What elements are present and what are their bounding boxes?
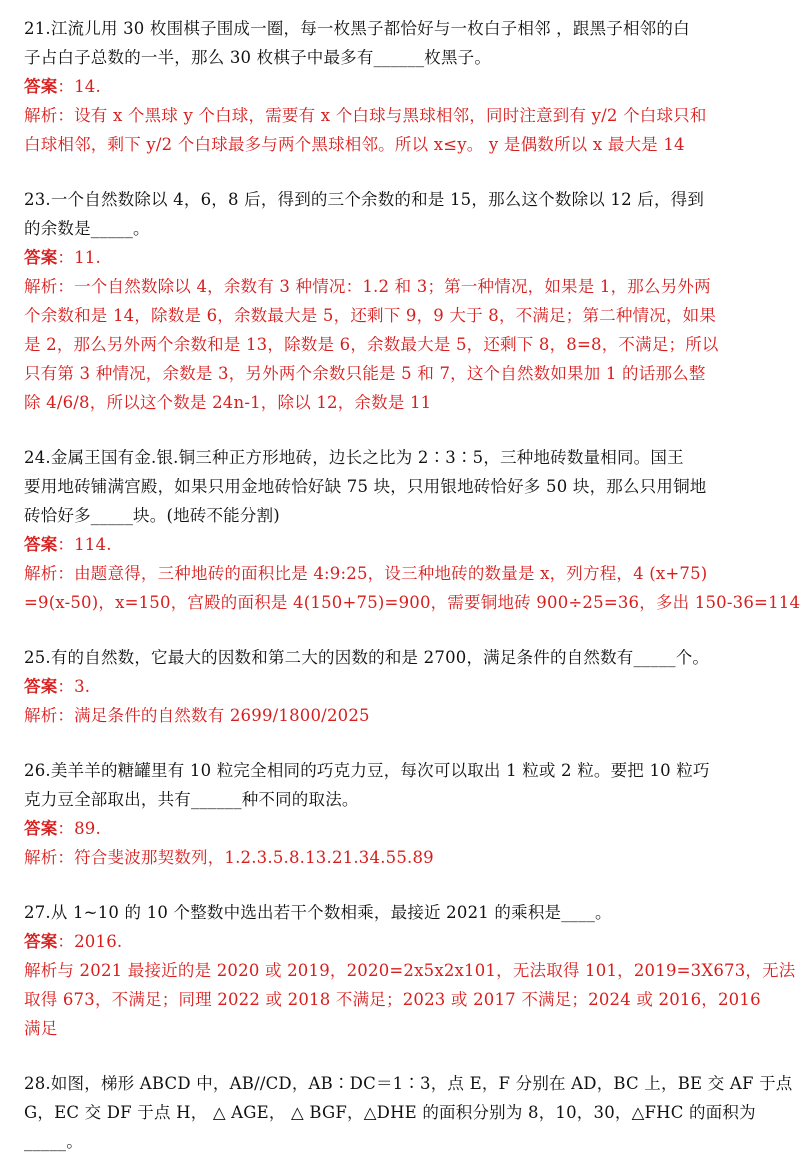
analysis-line: 解析与 2021 最接近的是 2020 或 2019，2020=2x5x2x101，无法取得 101，2019=3X673，无法 (24, 961, 796, 980)
answer-value: ：14. (57, 77, 101, 96)
question-line: 26.美羊羊的糖罐里有 10 粒完全相同的巧克力豆，每次可以取出 1 粒或 2 粒。要把 10 粒巧 (24, 761, 710, 780)
problem-24 (24, 443, 801, 617)
analysis-line: 取得 673，不满足；同理 2022 或 2018 不满足；2023 或 2017 不满足；2024 或 2016，2016 (24, 990, 761, 1009)
answer-line (24, 72, 787, 101)
answer-value: ：89. (57, 819, 101, 838)
answer-label: 答案 (24, 248, 58, 267)
problem-21 (24, 14, 787, 159)
answer-line (24, 672, 787, 701)
question-line: 25.有的自然数，它最大的因数和第二大的因数的和是 2700，满足条件的自然数有_____个。 (24, 648, 710, 667)
answer-line (24, 530, 787, 559)
question-line: G，EC 交 DF 于点 H， △ AGE， △ BGF，△DHE 的面积分别为 8，10，30，△FHC 的面积为 (24, 1103, 756, 1122)
answer-line (24, 927, 787, 956)
answer-label: 答案 (24, 819, 58, 838)
answer-value: ：114. (57, 535, 112, 554)
problem-27 (24, 898, 796, 1043)
analysis-line: 解析：符合斐波那契数列，1.2.3.5.8.13.21.34.55.89 (24, 848, 434, 867)
analysis-line: 解析：由题意得，三种地砖的面积比是 4:9:25，设三种地砖的数量是 x，列方程，4 (x+75) (24, 564, 708, 583)
question-line: 克力豆全部取出，共有______种不同的取法。 (24, 790, 359, 809)
analysis-line: 满足 (24, 1019, 58, 1038)
analysis-line: 个余数和是 14，除数是 6，余数最大是 5，还剩下 9，9 大于 8，不满足；第二种情况，如果 (24, 306, 717, 325)
analysis-line: 解析：满足条件的自然数有 2699/1800/2025 (24, 706, 370, 725)
answer-value: ：2016. (57, 932, 123, 951)
analysis-line: 白球相邻，剩下 y/2 个白球最多与两个黑球相邻。所以 x≤y。 y 是偶数所以 x 最大是 14 (24, 135, 685, 154)
answer-label: 答案 (24, 535, 58, 554)
question-line: 28.如图，梯形 ABCD 中，AB//CD，AB∶DC＝1∶3，点 E，F 分别在 AD，BC 上，BE 交 AF 于点 (24, 1074, 793, 1093)
answer-label: 答案 (24, 677, 58, 696)
question-line: 21.江流儿用 30 枚围棋子围成一圈，每一枚黑子都恰好与一枚白子相邻 ，跟黑子相邻的白 (24, 19, 690, 38)
question-line: 的余数是_____。 (24, 219, 150, 238)
analysis-line: 解析：一个自然数除以 4，余数有 3 种情况：1.2 和 3；第一种情况，如果是 1，那么另外两 (24, 277, 711, 296)
analysis-line: =9(x-50)，x=150，宫殿的面积是 4(150+75)=900，需要铜地砖 900÷25=36，多出 150-36=114 (24, 593, 801, 612)
answer-value: ：3. (57, 677, 91, 696)
problem-23 (24, 185, 787, 417)
analysis-line: 只有第 3 种情况，余数是 3，另外两个余数只能是 5 和 7，这个自然数如果加 1 的话那么整 (24, 364, 706, 383)
answer-label: 答案 (24, 932, 58, 951)
answer-line (24, 243, 787, 272)
problem-28 (24, 1069, 793, 1156)
question-line: 要用地砖铺满宫殿，如果只用金地砖恰好缺 75 块，只用银地砖恰好多 50 块，那么只用铜地 (24, 477, 707, 496)
problem-26 (24, 756, 787, 872)
question-line: 23.一个自然数除以 4，6，8 后，得到的三个余数的和是 15，那么这个数除以 12 后，得到 (24, 190, 705, 209)
question-line: 24.金属王国有金.银.铜三种正方形地砖，边长之比为 2∶3∶5，三种地砖数量相同。国王 (24, 448, 684, 467)
answer-label: 答案 (24, 77, 58, 96)
question-line: 27.从 1~10 的 10 个整数中选出若干个数相乘，最接近 2021 的乘积是____。 (24, 903, 612, 922)
question-line: 砖恰好多_____块。(地砖不能分割) (24, 506, 280, 525)
analysis-line: 解析：设有 x 个黑球 y 个白球，需要有 x 个白球与黑球相邻，同时注意到有 y/2 个白球只和 (24, 106, 707, 125)
answer-line (24, 814, 787, 843)
question-line: _____。 (24, 1132, 83, 1151)
answer-value: ：11. (57, 248, 101, 267)
problem-25 (24, 643, 787, 730)
question-line: 子占白子总数的一半，那么 30 枚棋子中最多有______枚黑子。 (24, 48, 492, 67)
analysis-line: 除 4/6/8，所以这个数是 24n-1，除以 12，余数是 11 (24, 393, 432, 412)
analysis-line: 是 2，那么另外两个余数和是 13，除数是 6，余数最大是 5，还剩下 8，8=8，不满足；所以 (24, 335, 719, 354)
